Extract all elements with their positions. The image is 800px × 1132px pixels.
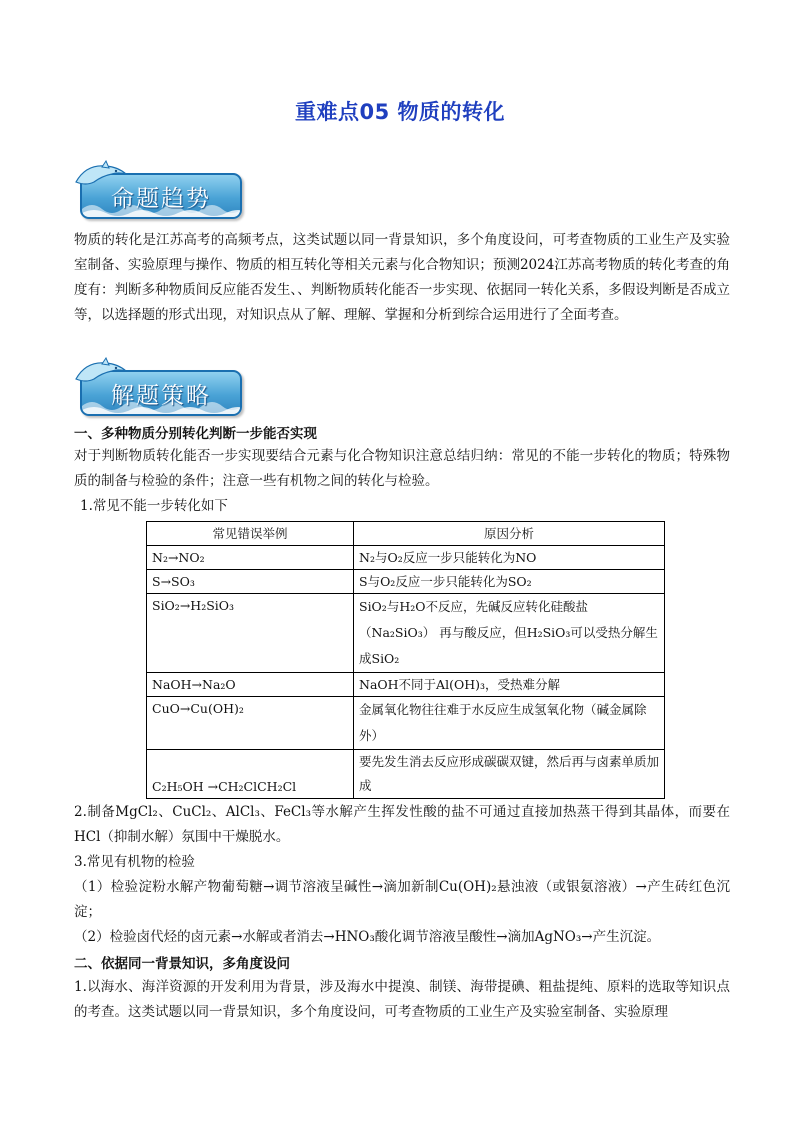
table-cell-reason: 要先发生消去反应形成碳碳双键，然后再与卤素单质加成: [354, 750, 665, 799]
section1-heading: 一、多种物质分别转化判断一步能否实现: [74, 426, 317, 442]
section1-item1: 1.常见不能一步转化如下: [80, 498, 228, 514]
dolphin-icon: [72, 160, 132, 190]
section1-item3: 3.常见有机物的检验: [74, 854, 195, 870]
table-row: [147, 750, 665, 799]
table-header-example: 常见错误举例: [147, 522, 354, 546]
page-title: 重难点05 物质的转化: [294, 100, 506, 124]
table-cell-example: N₂→NO₂: [147, 546, 354, 570]
table-cell-example: CuO→Cu(OH)₂: [147, 697, 354, 750]
table-cell-example: NaOH→Na₂O: [147, 673, 354, 697]
section1-item3-1: （1）检验淀粉水解产物葡萄糖→调节溶液呈碱性→滴加新制Cu(OH)₂悬浊液（或银氨溶液）→产生砖红色沉淀；: [74, 879, 730, 920]
strategy-banner-label: 解题策略: [111, 383, 211, 409]
table-cell-reason: 金属氧化物往往难于水反应生成氢氧化物（碱金属除外）: [354, 697, 665, 750]
section2-heading: 二、依据同一背景知识，多角度设问: [74, 956, 290, 972]
table-row: [147, 594, 665, 673]
table-cell-reason: N₂与O₂反应一步只能转化为NO: [354, 546, 665, 570]
dolphin-icon: [72, 357, 132, 387]
table-row: [147, 697, 665, 750]
table-row: [147, 673, 665, 697]
table-cell-reason: SiO₂与H₂O不反应，先碱反应转化硅酸盐（Na₂SiO₃） 再与酸反应，但H₂SiO₃可以受热分解生成SiO₂: [354, 594, 665, 673]
strategy-banner: [72, 357, 240, 415]
intro-paragraph: 物质的转化是江苏高考的高频考点，这类试题以同一背景知识，多个角度设问，可考查物质的工业生产及实验室制备、实验原理与操作、物质的相互转化等相关元素与化合物知识；预测2024江苏高考物质的转化考查的角度有：判断多种物质间反应能否发生、、判断物质转化能否一步实现、依据同一转化关系，多假设判断是否成立等，以选择题的形式出现，对知识点从了解、理解、掌握和分析到综合运用进行了全面考查。: [74, 232, 730, 323]
table-row: [147, 570, 665, 594]
conversion-table: [146, 521, 665, 799]
table-cell-reason: S与O₂反应一步只能转化为SO₂: [354, 570, 665, 594]
trend-banner: [72, 160, 240, 218]
section1-item2: 2.制备MgCl₂、CuCl₂、AlCl₃、FeCl₃等水解产生挥发性酸的盐不可通过直接加热蒸干得到其晶体，而要在HCl（抑制水解）氛围中干燥脱水。: [74, 804, 730, 845]
trend-banner-label: 命题趋势: [111, 186, 211, 212]
section2-body: 1.以海水、海洋资源的开发利用为背景，涉及海水中提溴、制镁、海带提碘、粗盐提纯、原料的选取等知识点的考查。这类试题以同一背景知识，多个角度设问，可考查物质的工业生产及实验室制备、实验原理: [74, 979, 730, 1020]
table-cell-example: S→SO₃: [147, 570, 354, 594]
section1-item3-2: （2）检验卤代烃的卤元素→水解或者消去→HNO₃酸化调节溶液呈酸性→滴加AgNO₃→产生沉淀。: [74, 929, 661, 945]
table-header-row: [147, 522, 665, 546]
table-cell-example: C₂H₅OH →CH₂ClCH₂Cl: [147, 750, 354, 799]
table-cell-reason: NaOH不同于Al(OH)₃，受热难分解: [354, 673, 665, 697]
table-header-reason: 原因分析: [354, 522, 665, 546]
table-cell-example: SiO₂→H₂SiO₃: [147, 594, 354, 673]
section1-body: 对于判断物质转化能否一步实现要结合元素与化合物知识注意总结归纳：常见的不能一步转化的物质；特殊物质的制备与检验的条件；注意一些有机物之间的转化与检验。: [74, 448, 730, 489]
table-row: [147, 546, 665, 570]
